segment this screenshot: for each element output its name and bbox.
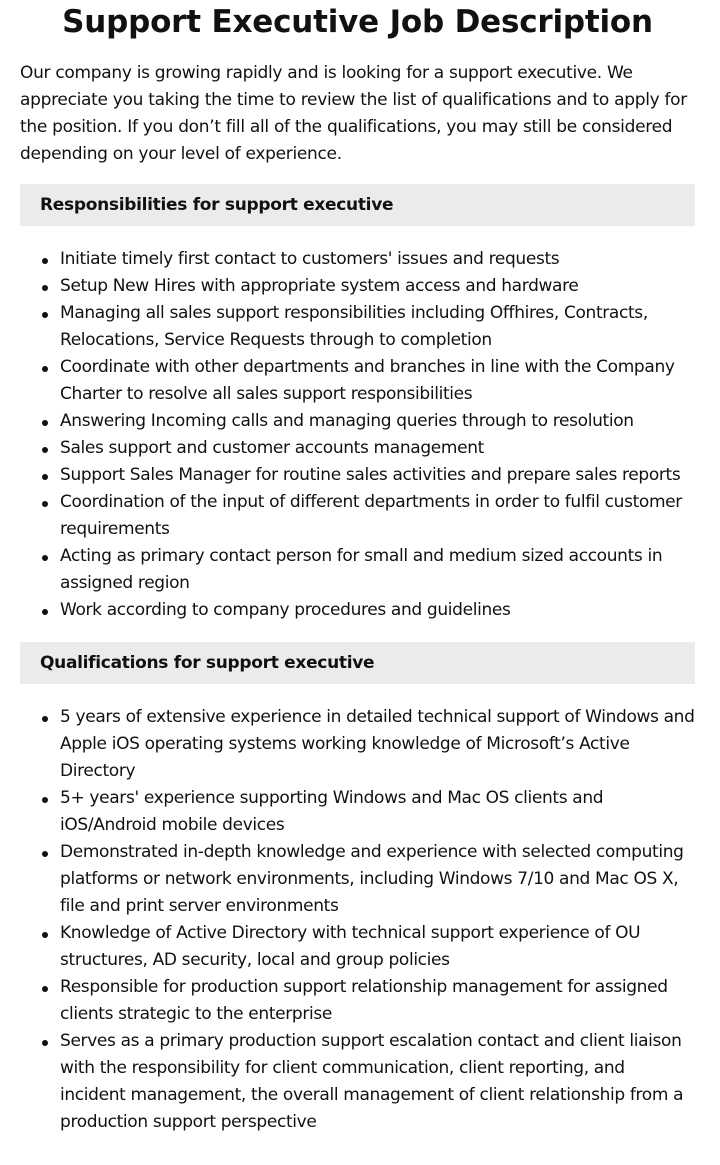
bullet-icon — [42, 986, 48, 992]
bullet-icon — [42, 932, 48, 938]
bullet-icon — [42, 797, 48, 803]
bullet-icon — [42, 609, 48, 615]
bullet-icon — [42, 366, 48, 372]
list-item — [60, 704, 695, 785]
list-item — [60, 543, 695, 597]
qualifications-heading: Qualifications for support executive — [20, 642, 695, 684]
bullet-icon — [42, 1040, 48, 1046]
qualifications-list — [20, 704, 695, 1136]
list-item-text: Responsible for production support relationship management for assigned clients strategic to the enterprise — [60, 977, 668, 1024]
bullet-icon — [42, 285, 48, 291]
bullet-icon — [42, 420, 48, 426]
list-item — [60, 785, 695, 839]
list-item-text: Setup New Hires with appropriate system access and hardware — [60, 276, 579, 296]
bullet-icon — [42, 312, 48, 318]
list-item — [60, 435, 695, 462]
bullet-icon — [42, 501, 48, 507]
list-item-text: Answering Incoming calls and managing queries through to resolution — [60, 411, 634, 431]
list-item-text: Coordination of the input of different departments in order to fulfil customer requirements — [60, 492, 682, 539]
list-item — [60, 597, 695, 624]
list-item — [60, 462, 695, 489]
list-item — [60, 273, 695, 300]
list-item — [60, 246, 695, 273]
list-item — [60, 354, 695, 408]
bullet-icon — [42, 555, 48, 561]
bullet-icon — [42, 447, 48, 453]
list-item-text: Demonstrated in-depth knowledge and experience with selected computing platforms or network environments, including Windows 7/10 and Mac OS X, file and print server environments — [60, 842, 684, 916]
bullet-icon — [42, 474, 48, 480]
bullet-icon — [42, 716, 48, 722]
list-item-text: Coordinate with other departments and branches in line with the Company Charter to resolve all sales support responsibilities — [60, 357, 675, 404]
list-item-text: Knowledge of Active Directory with technical support experience of OU structures, AD security, local and group policies — [60, 923, 641, 970]
list-item-text: Initiate timely first contact to customers' issues and requests — [60, 249, 560, 269]
responsibilities-heading: Responsibilities for support executive — [20, 184, 695, 226]
list-item-text: Support Sales Manager for routine sales activities and prepare sales reports — [60, 465, 681, 485]
list-item — [60, 408, 695, 435]
page-title: Support Executive Job Description — [62, 4, 653, 40]
list-item — [60, 839, 695, 920]
bullet-icon — [42, 258, 48, 264]
list-item — [60, 1028, 695, 1136]
responsibilities-list — [20, 246, 695, 624]
list-item — [60, 920, 695, 974]
list-item — [60, 489, 695, 543]
list-item-text: 5 years of extensive experience in detailed technical support of Windows and Apple iOS operating systems working knowledge of Microsoft’s Active Directory — [60, 707, 695, 781]
list-item-text: Work according to company procedures and guidelines — [60, 600, 511, 620]
list-item-text: Managing all sales support responsibilities including Offhires, Contracts, Relocations, Service Requests through to completion — [60, 303, 648, 350]
bullet-icon — [42, 851, 48, 857]
list-item-text: Serves as a primary production support escalation contact and client liaison with the responsibility for client communication, client reporting, and incident management, the overall management of client relationship from a production support perspective — [60, 1031, 684, 1132]
list-item — [60, 974, 695, 1028]
list-item-text: 5+ years' experience supporting Windows and Mac OS clients and iOS/Android mobile devices — [60, 788, 604, 835]
list-item-text: Acting as primary contact person for small and medium sized accounts in assigned region — [60, 546, 663, 593]
list-item-text: Sales support and customer accounts management — [60, 438, 484, 458]
intro-paragraph: Our company is growing rapidly and is looking for a support executive. We appreciate you taking the time to review the list of qualifications and to apply for the position. If you don’t fill all of the qualifications, you may still be considered depending on your level of experience. — [20, 63, 687, 164]
list-item — [60, 300, 695, 354]
